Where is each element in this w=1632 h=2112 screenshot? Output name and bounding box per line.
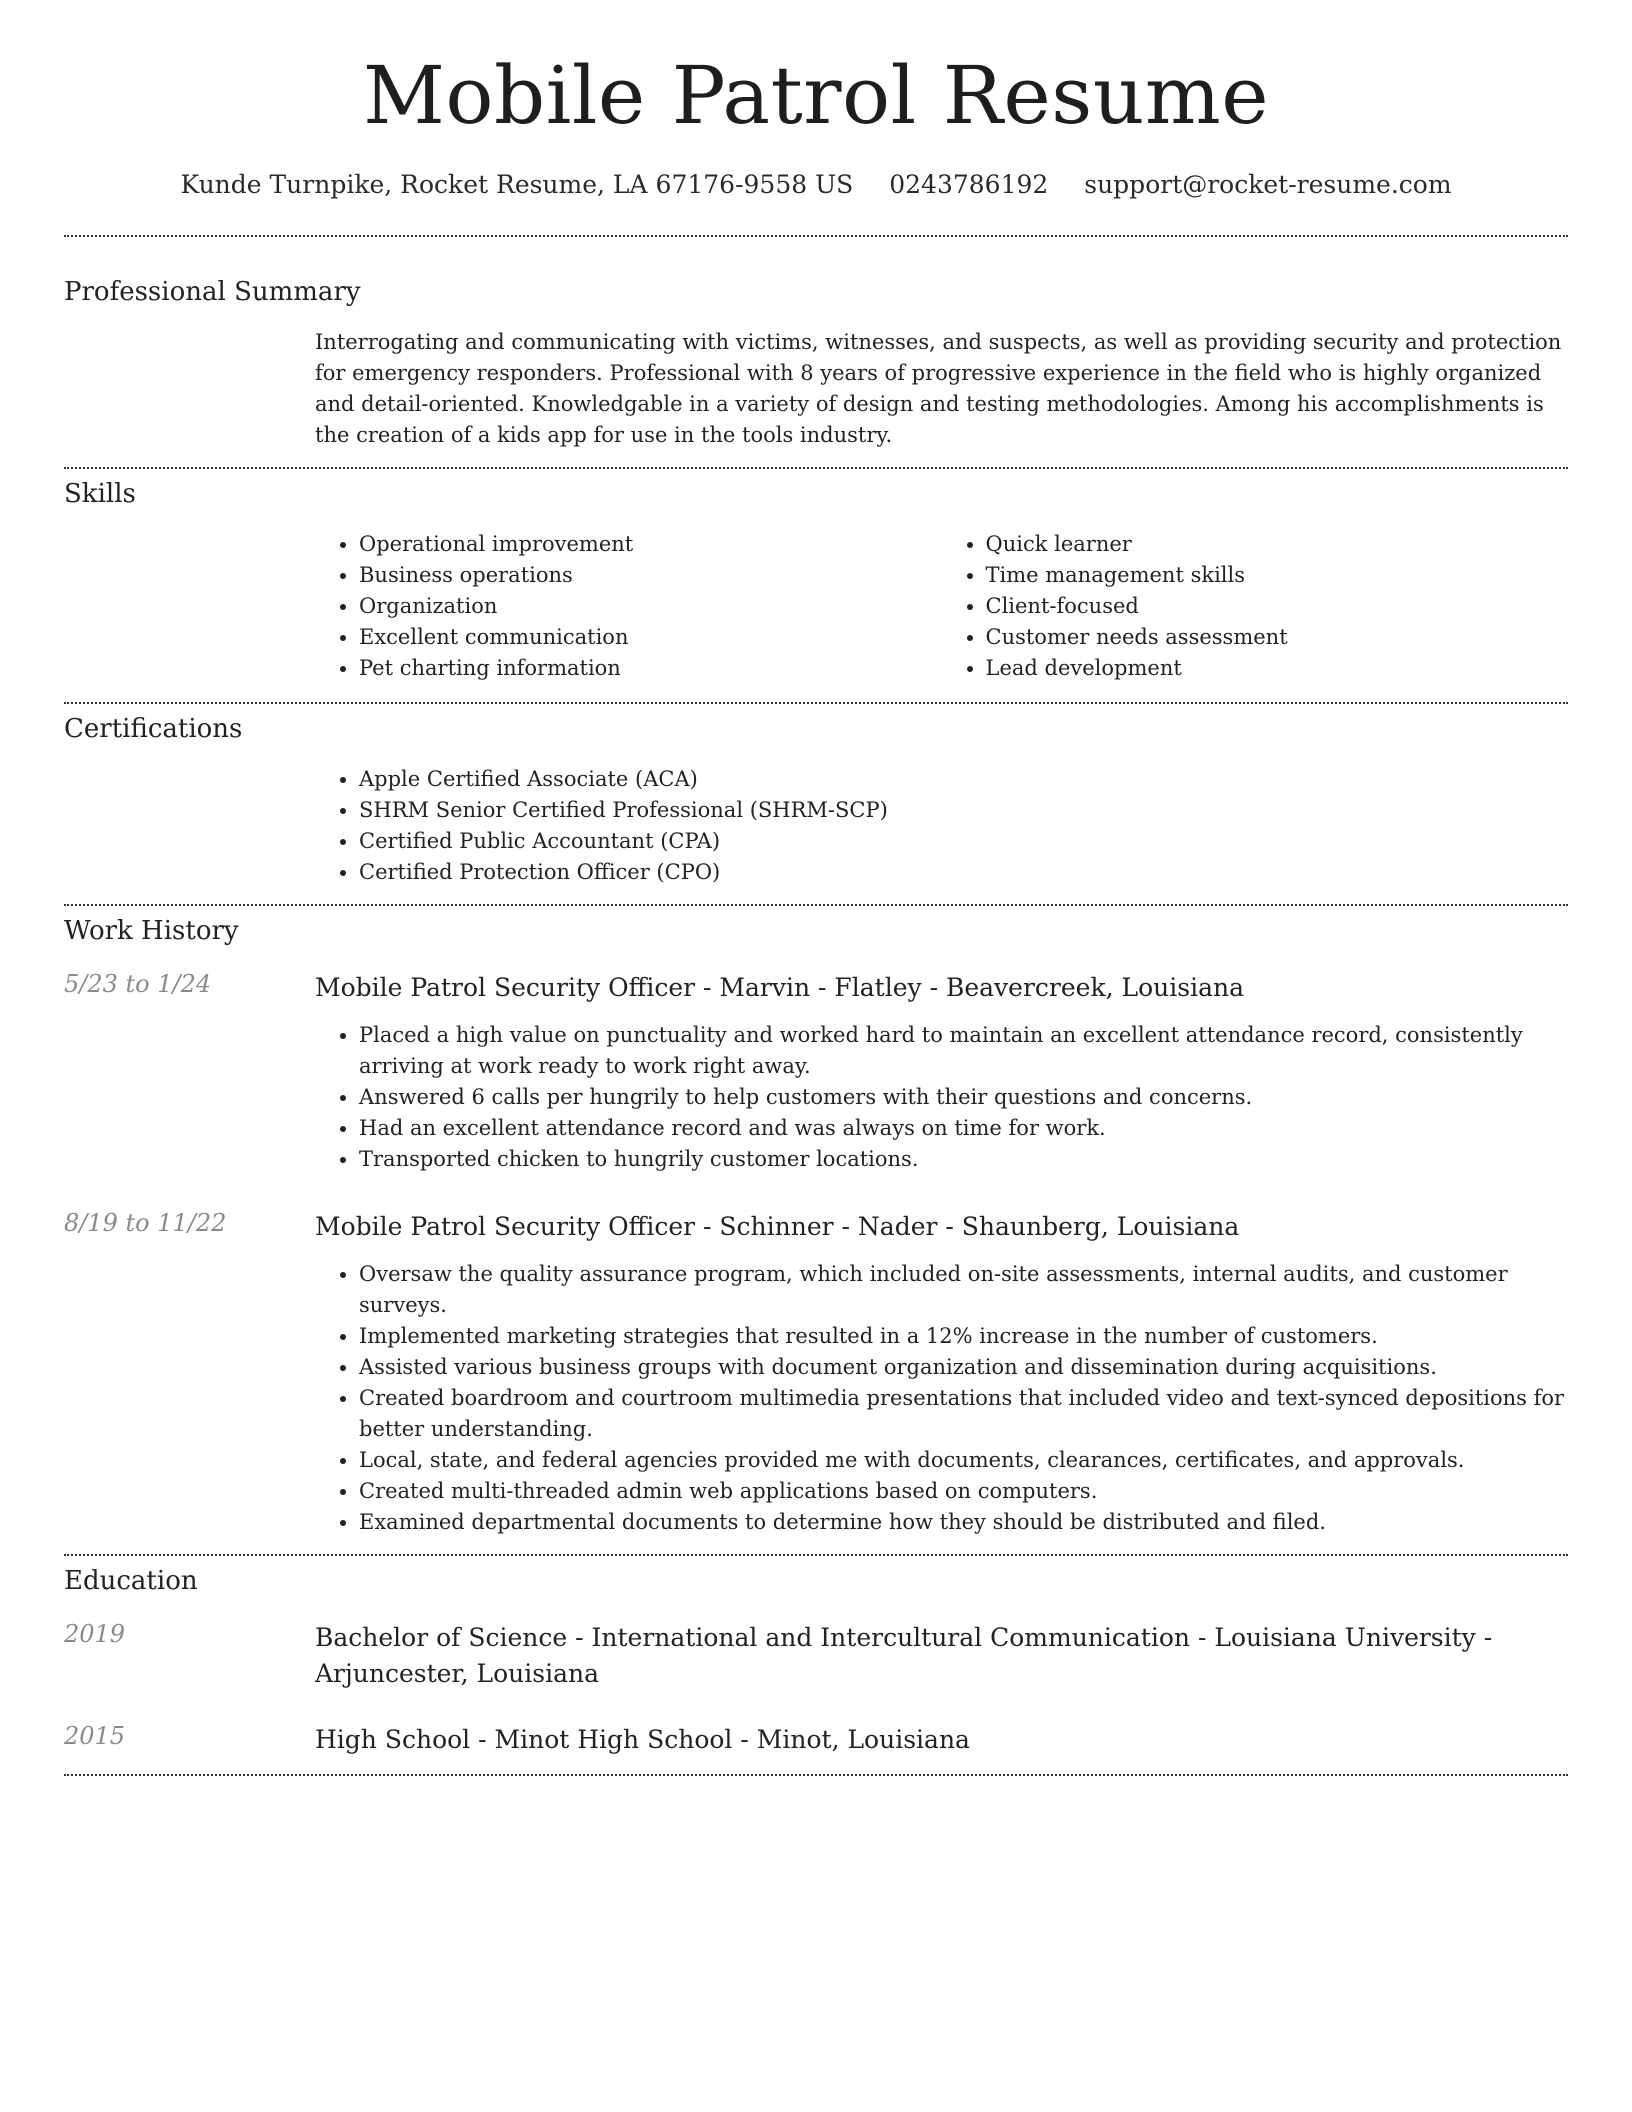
summary-text: Interrogating and communicating with victims, witnesses, and suspects, as well as providing security and protection for emergency responders. Professional with 8 years of progressive experience in the field who is highly organized and detail-oriented. Knowledgable in a variety of design and testing methodologies. Among his accomplishments is the creation of a kids app for use in the tools industry. <box>315 330 1562 447</box>
work-history-section <box>64 906 1568 1554</box>
education-entry <box>64 1722 1568 1758</box>
section-heading-summary: Professional Summary <box>64 277 361 307</box>
skill-item: • Quick learner <box>986 529 1569 560</box>
job-title: Mobile Patrol Security Officer - Schinner - Nader - Shaunberg, Louisiana <box>315 1212 1240 1241</box>
job-entry <box>64 970 1568 1175</box>
skill-item: • Excellent communication <box>359 622 942 653</box>
education-title: Bachelor of Science - International and Intercultural Communication - Louisiana University - Arjuncester, Louisiana <box>315 1623 1493 1688</box>
skills-list-left <box>315 529 942 684</box>
section-heading-work-history: Work History <box>64 916 239 946</box>
job-bullet: • Implemented marketing strategies that resulted in a 12% increase in the number of customers. <box>359 1321 1568 1352</box>
skills-section <box>64 469 1568 702</box>
job-bullet: • Created boardroom and courtroom multimedia presentations that included video and text-synced depositions for better understanding. <box>359 1383 1568 1445</box>
certification-item: • Certified Public Accountant (CPA) <box>359 826 1568 857</box>
education-year: 2019 <box>64 1620 126 1648</box>
certifications-content <box>315 764 1568 888</box>
skill-item: • Organization <box>359 591 942 622</box>
section-heading-education: Education <box>64 1566 198 1596</box>
summary-section <box>64 237 1568 467</box>
job-body <box>315 970 1568 1175</box>
job-bullet: • Placed a high value on punctuality and worked hard to maintain an excellent attendance record, consistently arriving at work ready to work right away. <box>359 1020 1568 1082</box>
contact-info <box>64 170 1568 199</box>
skill-item: • Pet charting information <box>359 653 942 684</box>
job-bullet: • Local, state, and federal agencies provided me with documents, clearances, certificates, and approvals. <box>359 1445 1568 1476</box>
certification-item: • Certified Protection Officer (CPO) <box>359 857 1568 888</box>
education-year: 2015 <box>64 1722 126 1750</box>
job-entry <box>64 1209 1568 1538</box>
education-title: High School - Minot High School - Minot, Louisiana <box>315 1725 970 1754</box>
skill-item: • Customer needs assessment <box>986 622 1569 653</box>
certifications-list <box>315 764 1568 888</box>
job-bullet: • Assisted various business groups with document organization and dissemination during acquisitions. <box>359 1352 1568 1383</box>
job-bullet: • Had an excellent attendance record and was always on time for work. <box>359 1113 1568 1144</box>
skill-item: • Business operations <box>359 560 942 591</box>
contact-address: Kunde Turnpike, Rocket Resume, LA 67176-9558 US <box>180 170 854 199</box>
job-bullets <box>315 1020 1568 1175</box>
job-bullets <box>315 1259 1568 1538</box>
skills-list-right <box>942 529 1569 684</box>
certifications-section <box>64 704 1568 904</box>
divider <box>64 1774 1568 1776</box>
education-body <box>315 1722 1568 1758</box>
education-body <box>315 1620 1568 1692</box>
certification-item: • Apple Certified Associate (ACA) <box>359 764 1568 795</box>
summary-content <box>315 327 1568 451</box>
skill-item: • Client-focused <box>986 591 1569 622</box>
skills-grid <box>315 529 1568 684</box>
job-bullet: • Examined departmental documents to determine how they should be distributed and filed. <box>359 1507 1568 1538</box>
contact-email: support@rocket-resume.com <box>1084 170 1452 199</box>
skill-item: • Lead development <box>986 653 1569 684</box>
job-body <box>315 1209 1568 1538</box>
resume-title: Mobile Patrol Resume <box>362 49 1270 142</box>
education-section <box>64 1556 1568 1774</box>
section-heading-certifications: Certifications <box>64 714 243 744</box>
job-bullet: • Created multi-threaded admin web applications based on computers. <box>359 1476 1568 1507</box>
certification-item: • SHRM Senior Certified Professional (SHRM-SCP) <box>359 795 1568 826</box>
education-entry <box>64 1620 1568 1692</box>
job-dates: 5/23 to 1/24 <box>64 970 212 998</box>
job-dates: 8/19 to 11/22 <box>64 1209 227 1237</box>
section-heading-skills: Skills <box>64 479 136 509</box>
job-bullet: • Oversaw the quality assurance program, which included on-site assessments, internal audits, and customer surveys. <box>359 1259 1568 1321</box>
job-bullet: • Transported chicken to hungrily customer locations. <box>359 1144 1568 1175</box>
job-bullet: • Answered 6 calls per hungrily to help customers with their questions and concerns. <box>359 1082 1568 1113</box>
contact-phone: 0243786192 <box>889 170 1049 199</box>
job-title: Mobile Patrol Security Officer - Marvin - Flatley - Beavercreek, Louisiana <box>315 973 1244 1002</box>
skill-item: • Operational improvement <box>359 529 942 560</box>
skill-item: • Time management skills <box>986 560 1569 591</box>
